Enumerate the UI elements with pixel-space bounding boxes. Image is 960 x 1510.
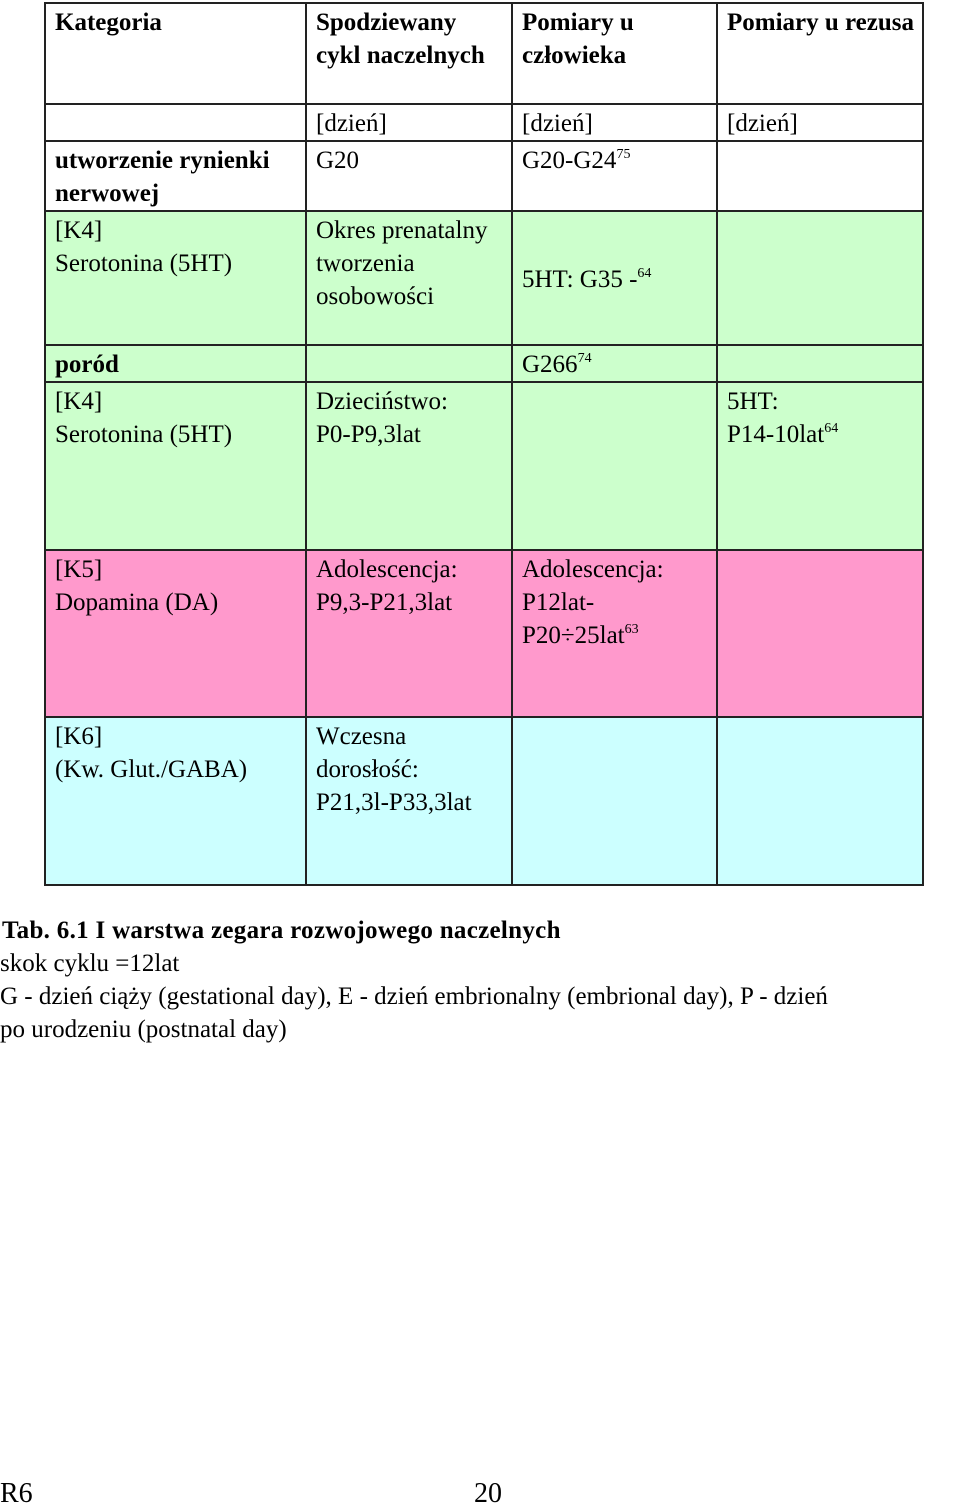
rhesus-value bbox=[717, 345, 923, 382]
units-empty bbox=[45, 104, 306, 141]
category-dopamine: [K5] Dopamina (DA) bbox=[45, 550, 306, 717]
caption-legend-line1: G - dzień ciąży (gestational day), E - dzień embrionalny (embrional day), P - dzień bbox=[0, 983, 828, 1010]
header-human: Pomiary u człowieka bbox=[512, 3, 717, 104]
reference-number: 64 bbox=[637, 265, 652, 281]
header-expected-cycle: Spodziewany cykl naczelnych bbox=[306, 3, 512, 104]
category-birth: poród bbox=[45, 345, 306, 382]
footer-section-label: R6 bbox=[0, 1478, 33, 1509]
rhesus-value bbox=[717, 211, 923, 345]
unit-human: [dzień] bbox=[512, 104, 717, 141]
units-row bbox=[45, 104, 923, 141]
header-category: Kategoria bbox=[45, 3, 306, 104]
reference-number: 63 bbox=[624, 622, 639, 637]
human-value: Adolescencja: P12lat- P20÷25lat$^{63}$ bbox=[512, 550, 717, 717]
human-value: 5HT: G35 -$^{64}$ bbox=[512, 211, 717, 345]
page-number: 20 bbox=[474, 1478, 502, 1509]
cycle-value: Dzieciństwo: P0-P9,3lat bbox=[306, 382, 512, 550]
category-serotonin-childhood: [K4] Serotonina (5HT) bbox=[45, 382, 306, 550]
cycle-value: Adolescencja: P9,3-P21,3lat bbox=[306, 550, 512, 717]
cycle-value bbox=[306, 345, 512, 382]
table-caption bbox=[0, 914, 960, 1046]
category-neural-groove: utworzenie rynienki nerwowej bbox=[45, 141, 306, 211]
category-glutamate-gaba: [K6] (Kw. Glut./GABA) bbox=[45, 717, 306, 885]
header-row bbox=[45, 3, 923, 104]
caption-cycle-jump: skok cyklu =12lat bbox=[0, 950, 180, 977]
human-value: $G266^{74}$ bbox=[512, 345, 717, 382]
rhesus-value bbox=[717, 141, 923, 211]
header-rhesus: Pomiary u rezusa bbox=[717, 3, 923, 104]
category-serotonin-prenatal: [K4] Serotonina (5HT) bbox=[45, 211, 306, 345]
table-row bbox=[45, 717, 923, 885]
cycle-value: Wczesna dorosłość: P21,3l-P33,3lat bbox=[306, 717, 512, 885]
development-clock-table bbox=[44, 2, 924, 886]
table-row bbox=[45, 141, 923, 211]
caption-title: Tab. 6.1 I warstwa zegara rozwojowego naczelnych bbox=[2, 917, 561, 944]
reference-number: 64 bbox=[824, 421, 839, 436]
table-row bbox=[45, 382, 923, 550]
table-row bbox=[45, 345, 923, 382]
human-value bbox=[512, 382, 717, 550]
human-value: $G20-G24^{75}$ bbox=[512, 141, 717, 211]
rhesus-value: 5HT: P14-10lat$^{64}$ bbox=[717, 382, 923, 550]
cycle-value: Okres prenatalny tworzenia osobowości bbox=[306, 211, 512, 345]
rhesus-value bbox=[717, 550, 923, 717]
rhesus-value bbox=[717, 717, 923, 885]
reference-number: 74 bbox=[577, 351, 592, 366]
cycle-value: G20 bbox=[306, 141, 512, 211]
table-row bbox=[45, 211, 923, 345]
human-value bbox=[512, 717, 717, 885]
caption-legend-line2: po urodzeniu (postnatal day) bbox=[0, 1016, 287, 1043]
reference-number: 75 bbox=[616, 147, 631, 162]
unit-rhesus: [dzień] bbox=[717, 104, 923, 141]
unit-cycle: [dzień] bbox=[306, 104, 512, 141]
table-row bbox=[45, 550, 923, 717]
